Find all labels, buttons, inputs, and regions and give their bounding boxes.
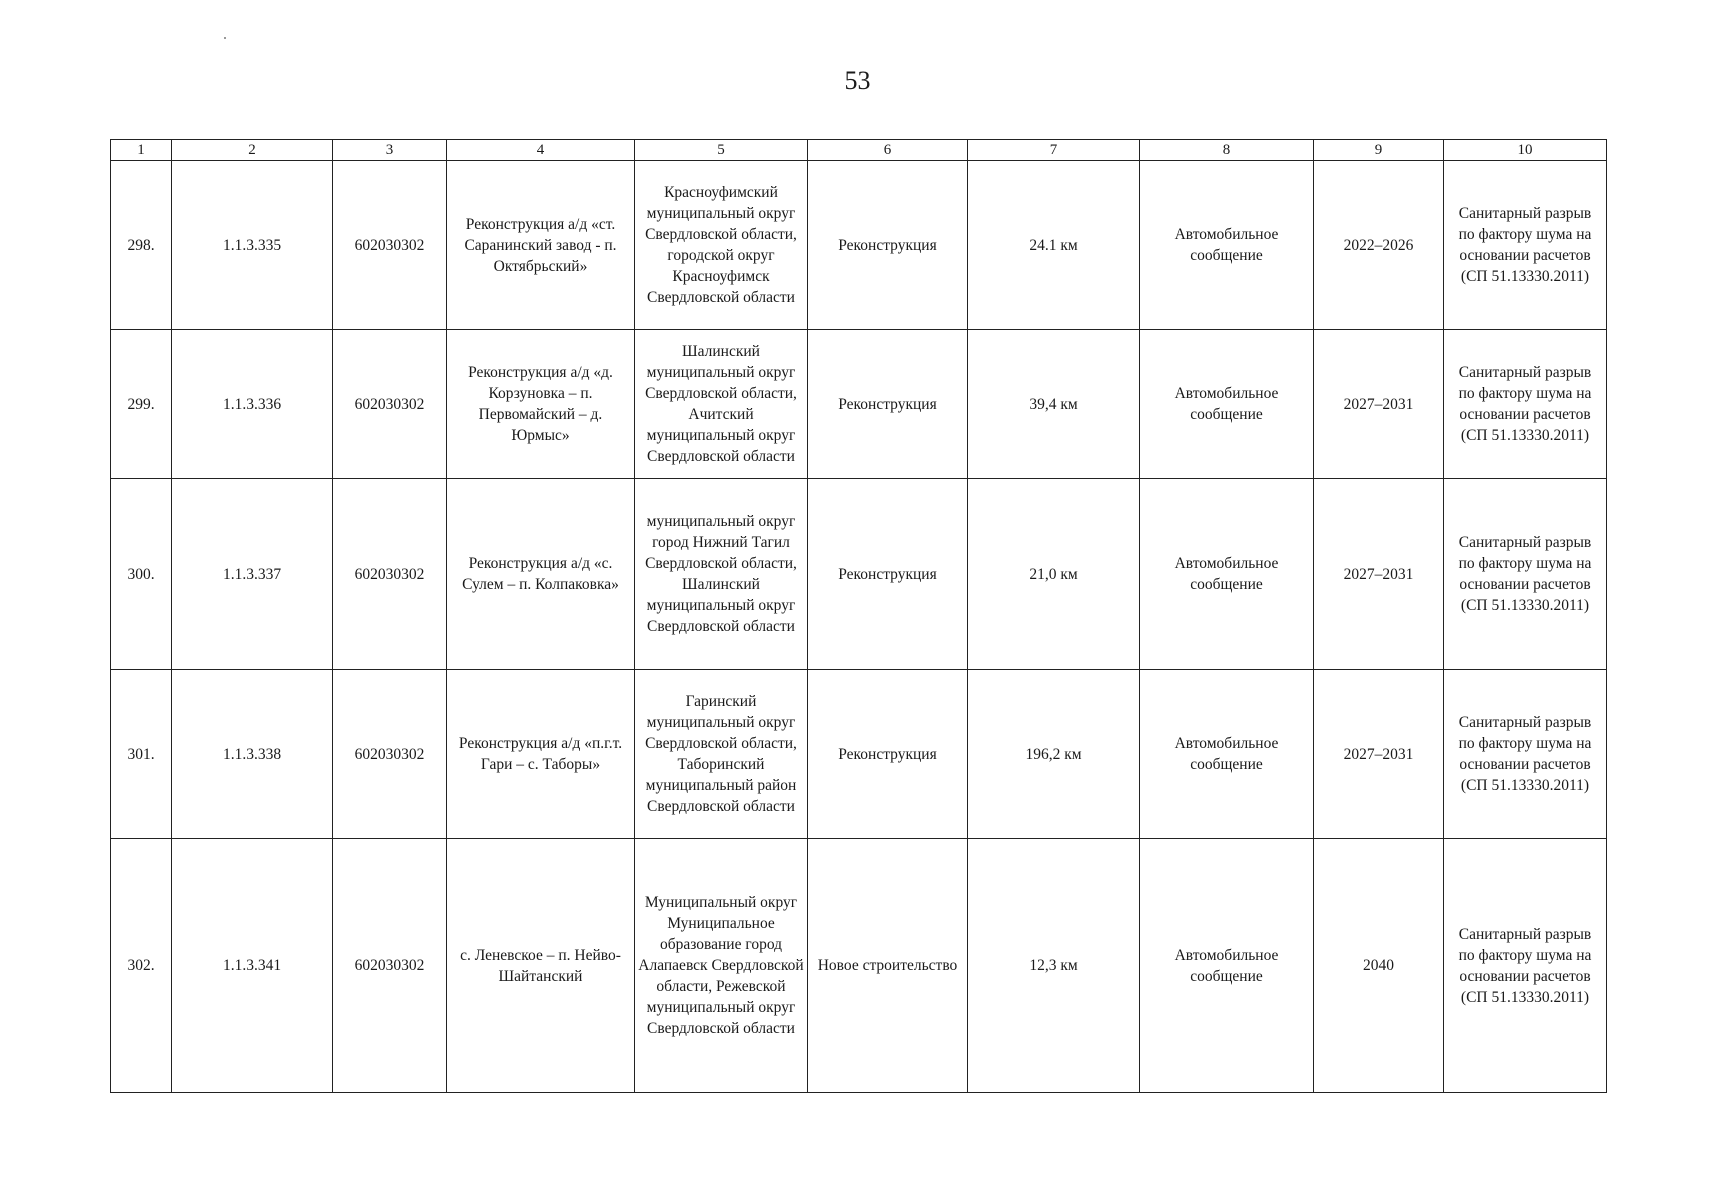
cell-work-type: Новое строительство bbox=[808, 839, 968, 1093]
cell-work-type: Реконструкция bbox=[808, 161, 968, 330]
cell-work-type: Реконструкция bbox=[808, 330, 968, 479]
cell-purpose: Автомобильное сообщение bbox=[1140, 161, 1314, 330]
table-row bbox=[111, 479, 1607, 670]
cell-code: 1.1.3.337 bbox=[172, 479, 333, 670]
header-col-9: 9 bbox=[1314, 140, 1444, 161]
cell-number: 298. bbox=[111, 161, 172, 330]
cell-purpose: Автомобильное сообщение bbox=[1140, 839, 1314, 1093]
cell-object-name: Реконструкция а/д «ст. Саранинский завод - п. Октябрьский» bbox=[447, 161, 635, 330]
cell-class-code: 602030302 bbox=[333, 330, 447, 479]
cell-class-code: 602030302 bbox=[333, 839, 447, 1093]
cell-code: 1.1.3.341 bbox=[172, 839, 333, 1093]
cell-number: 301. bbox=[111, 670, 172, 839]
cell-number: 299. bbox=[111, 330, 172, 479]
cell-class-code: 602030302 bbox=[333, 670, 447, 839]
header-col-6: 6 bbox=[808, 140, 968, 161]
cell-code: 1.1.3.335 bbox=[172, 161, 333, 330]
cell-object-name: Реконструкция а/д «с. Сулем – п. Колпаковка» bbox=[447, 479, 635, 670]
cell-length: 24.1 км bbox=[968, 161, 1140, 330]
header-col-4: 4 bbox=[447, 140, 635, 161]
document-table-container bbox=[110, 139, 1606, 1093]
table-row bbox=[111, 161, 1607, 330]
cell-period: 2027–2031 bbox=[1314, 479, 1444, 670]
page-number: 53 bbox=[844, 66, 871, 95]
cell-zone: Санитарный разрыв по фактору шума на основании расчетов (СП 51.13330.2011) bbox=[1444, 161, 1607, 330]
scan-speck bbox=[224, 37, 226, 39]
cell-length: 21,0 км bbox=[968, 479, 1140, 670]
cell-purpose: Автомобильное сообщение bbox=[1140, 479, 1314, 670]
header-col-8: 8 bbox=[1140, 140, 1314, 161]
cell-length: 12,3 км bbox=[968, 839, 1140, 1093]
table-row bbox=[111, 330, 1607, 479]
cell-period: 2022–2026 bbox=[1314, 161, 1444, 330]
cell-zone: Санитарный разрыв по фактору шума на основании расчетов (СП 51.13330.2011) bbox=[1444, 330, 1607, 479]
cell-class-code: 602030302 bbox=[333, 479, 447, 670]
header-col-10: 10 bbox=[1444, 140, 1607, 161]
header-col-1: 1 bbox=[111, 140, 172, 161]
header-col-7: 7 bbox=[968, 140, 1140, 161]
table-header-row bbox=[111, 140, 1607, 161]
cell-zone: Санитарный разрыв по фактору шума на основании расчетов (СП 51.13330.2011) bbox=[1444, 839, 1607, 1093]
cell-period: 2027–2031 bbox=[1314, 330, 1444, 479]
cell-purpose: Автомобильное сообщение bbox=[1140, 670, 1314, 839]
cell-zone: Санитарный разрыв по фактору шума на основании расчетов (СП 51.13330.2011) bbox=[1444, 479, 1607, 670]
cell-location: муниципальный округ город Нижний Тагил Свердловской области, Шалинский муниципальный округ Свердловской области bbox=[635, 479, 808, 670]
document-table bbox=[110, 139, 1607, 1093]
cell-number: 302. bbox=[111, 839, 172, 1093]
cell-location: Гаринский муниципальный округ Свердловской области, Таборинский муниципальный район Свердловской области bbox=[635, 670, 808, 839]
cell-length: 196,2 км bbox=[968, 670, 1140, 839]
cell-object-name: Реконструкция а/д «д. Корзуновка – п. Первомайский – д. Юрмыс» bbox=[447, 330, 635, 479]
cell-period: 2027–2031 bbox=[1314, 670, 1444, 839]
cell-number: 300. bbox=[111, 479, 172, 670]
cell-length: 39,4 км bbox=[968, 330, 1140, 479]
table-row bbox=[111, 839, 1607, 1093]
cell-purpose: Автомобильное сообщение bbox=[1140, 330, 1314, 479]
cell-code: 1.1.3.336 bbox=[172, 330, 333, 479]
cell-class-code: 602030302 bbox=[333, 161, 447, 330]
cell-location: Муниципальный округ Муниципальное образование город Алапаевск Свердловской области, Режевской муниципальный округ Свердловской области bbox=[635, 839, 808, 1093]
cell-object-name: Реконструкция а/д «п.г.т. Гари – с. Таборы» bbox=[447, 670, 635, 839]
cell-code: 1.1.3.338 bbox=[172, 670, 333, 839]
cell-location: Шалинский муниципальный округ Свердловской области, Ачитский муниципальный округ Свердловской области bbox=[635, 330, 808, 479]
cell-location: Красноуфимский муниципальный округ Свердловской области, городской округ Красноуфимск Свердловской области bbox=[635, 161, 808, 330]
cell-work-type: Реконструкция bbox=[808, 479, 968, 670]
cell-object-name: с. Леневское – п. Нейво-Шайтанский bbox=[447, 839, 635, 1093]
cell-period: 2040 bbox=[1314, 839, 1444, 1093]
header-col-5: 5 bbox=[635, 140, 808, 161]
cell-work-type: Реконструкция bbox=[808, 670, 968, 839]
header-col-2: 2 bbox=[172, 140, 333, 161]
header-col-3: 3 bbox=[333, 140, 447, 161]
cell-zone: Санитарный разрыв по фактору шума на основании расчетов (СП 51.13330.2011) bbox=[1444, 670, 1607, 839]
table-row bbox=[111, 670, 1607, 839]
